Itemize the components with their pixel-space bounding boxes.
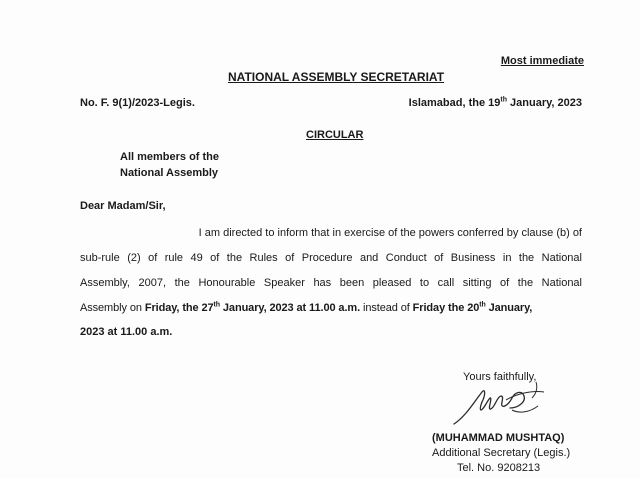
body-line-4-c: instead of bbox=[360, 302, 413, 314]
handwritten-signature bbox=[452, 380, 552, 428]
date-place: Islamabad, the 19 bbox=[408, 97, 501, 109]
signer-name: (MUHAMMAD MUSHTAQ) bbox=[432, 432, 565, 444]
old-sitting-month: January, bbox=[485, 302, 533, 314]
organization-heading: NATIONAL ASSEMBLY SECRETARIAT bbox=[228, 70, 445, 84]
circular-title: CIRCULAR bbox=[306, 129, 364, 141]
body-line-5: 2023 at 11.00 a.m. bbox=[80, 326, 173, 338]
new-sitting-date-suffix: th bbox=[213, 301, 220, 309]
old-sitting-date: Friday the 20 bbox=[412, 302, 480, 314]
new-sitting-time: January, 2023 at 11.00 a.m. bbox=[219, 302, 361, 314]
body-line-2: sub-rule (2) of rule 49 of the Rules of Procedure and Conduct of Business in the National bbox=[80, 252, 582, 264]
date-suffix: th bbox=[500, 96, 507, 104]
recipient-line-1: All members of the bbox=[120, 151, 220, 163]
body-line-1: I am directed to inform that in exercise of the powers conferred by clause (b) of bbox=[198, 227, 582, 239]
signer-telephone: Tel. No. 9208213 bbox=[457, 462, 541, 474]
body-line-4 bbox=[80, 301, 582, 315]
signer-title: Additional Secretary (Legis.) bbox=[432, 447, 571, 459]
reference-number: No. F. 9(1)/2023-Legis. bbox=[80, 97, 195, 109]
body-line-3: Assembly, 2007, the Honourable Speaker has been pleased to call sitting of the National bbox=[80, 277, 582, 289]
letter-date bbox=[409, 97, 582, 109]
old-sitting-date-suffix: th bbox=[479, 301, 486, 309]
body-line-4-a: Assembly on bbox=[80, 302, 145, 314]
new-sitting-date: Friday, the 27 bbox=[144, 302, 214, 314]
salutation: Dear Madam/Sir, bbox=[80, 200, 166, 212]
date-rest: January, 2023 bbox=[506, 97, 582, 109]
recipient-line-2: National Assembly bbox=[120, 167, 219, 179]
closing: Yours faithfully, bbox=[463, 371, 537, 383]
priority-label: Most immediate bbox=[500, 55, 584, 67]
